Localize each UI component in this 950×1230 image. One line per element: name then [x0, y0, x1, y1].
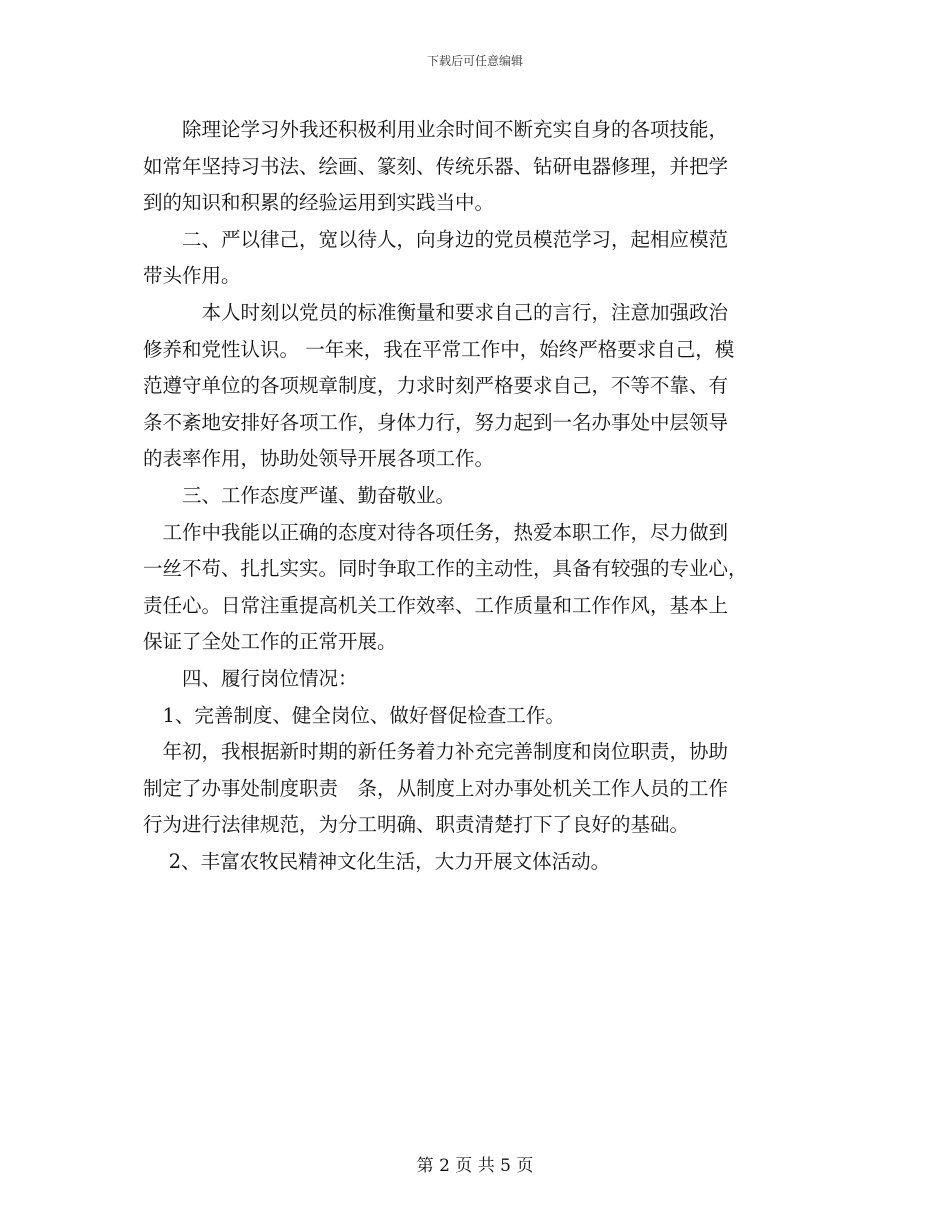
text-line: 除理论学习外我还积极利用业余时间不断充实自身的各项技能， [143, 118, 729, 141]
text-line: 三、工作态度严谨、勤奋敬业。 [143, 483, 456, 507]
text-line: 范遵守单位的各项规章制度，力求时刻严格要求自己，不等不靠、有 [143, 374, 729, 398]
text-line: 二、严以律己，宽以待人，向身边的党员模范学习，起相应模范 [143, 227, 729, 251]
text-line: 到的知识和积累的经验运用到实践当中。 [143, 191, 495, 215]
text-line: 制定了办事处制度职责 条，从制度上对办事处机关工作人员的工作 [143, 776, 729, 800]
text-line: 保证了全处工作的正常开展。 [143, 630, 397, 654]
page-header: 下载后可任意编辑 [426, 54, 523, 68]
text-line: 如常年坚持习书法、绘画、篆刻、传统乐器、钻研电器修理，并把学 [143, 154, 729, 178]
text-line: 本人时刻以党员的标准衡量和要求自己的言行，注意加强政治 [143, 300, 729, 324]
text-line: 的表率作用，协助处领导开展各项工作。 [143, 447, 495, 471]
text-line: 一丝不苟、扎扎实实。同时争取工作的主动性，具备有较强的专业心， [143, 557, 748, 581]
text-line: 工作中我能以正确的态度对待各项任务，热爱本职工作，尽力做到 [143, 520, 729, 544]
text-line: 四、履行岗位情况： [143, 666, 358, 690]
text-line: 年初，我根据新时期的新任务着力补充完善制度和岗位职责，协助 [143, 740, 729, 764]
page-number: 第 2 页 共 5 页 [416, 1156, 534, 1176]
text-line: 1、完善制度、健全岗位、做好督促检查工作。 [143, 703, 565, 727]
text-line: 行为进行法律规范，为分工明确、职责清楚打下了良好的基础。 [143, 813, 690, 837]
text-line: 带头作用。 [143, 264, 241, 288]
text-line: 责任心。日常注重提高机关工作效率、工作质量和工作作风，基本上 [143, 593, 729, 617]
document-body [143, 112, 823, 880]
text-line: 2、丰富农牧民精神文化生活，大力开展文体活动。 [143, 849, 611, 873]
text-line: 修养和党性认识。 一年来，我在平常工作中，始终严格要求自己，模 [143, 337, 735, 361]
text-line: 条不紊地安排好各项工作，身体力行，努力起到一名办事处中层领导 [143, 410, 729, 434]
